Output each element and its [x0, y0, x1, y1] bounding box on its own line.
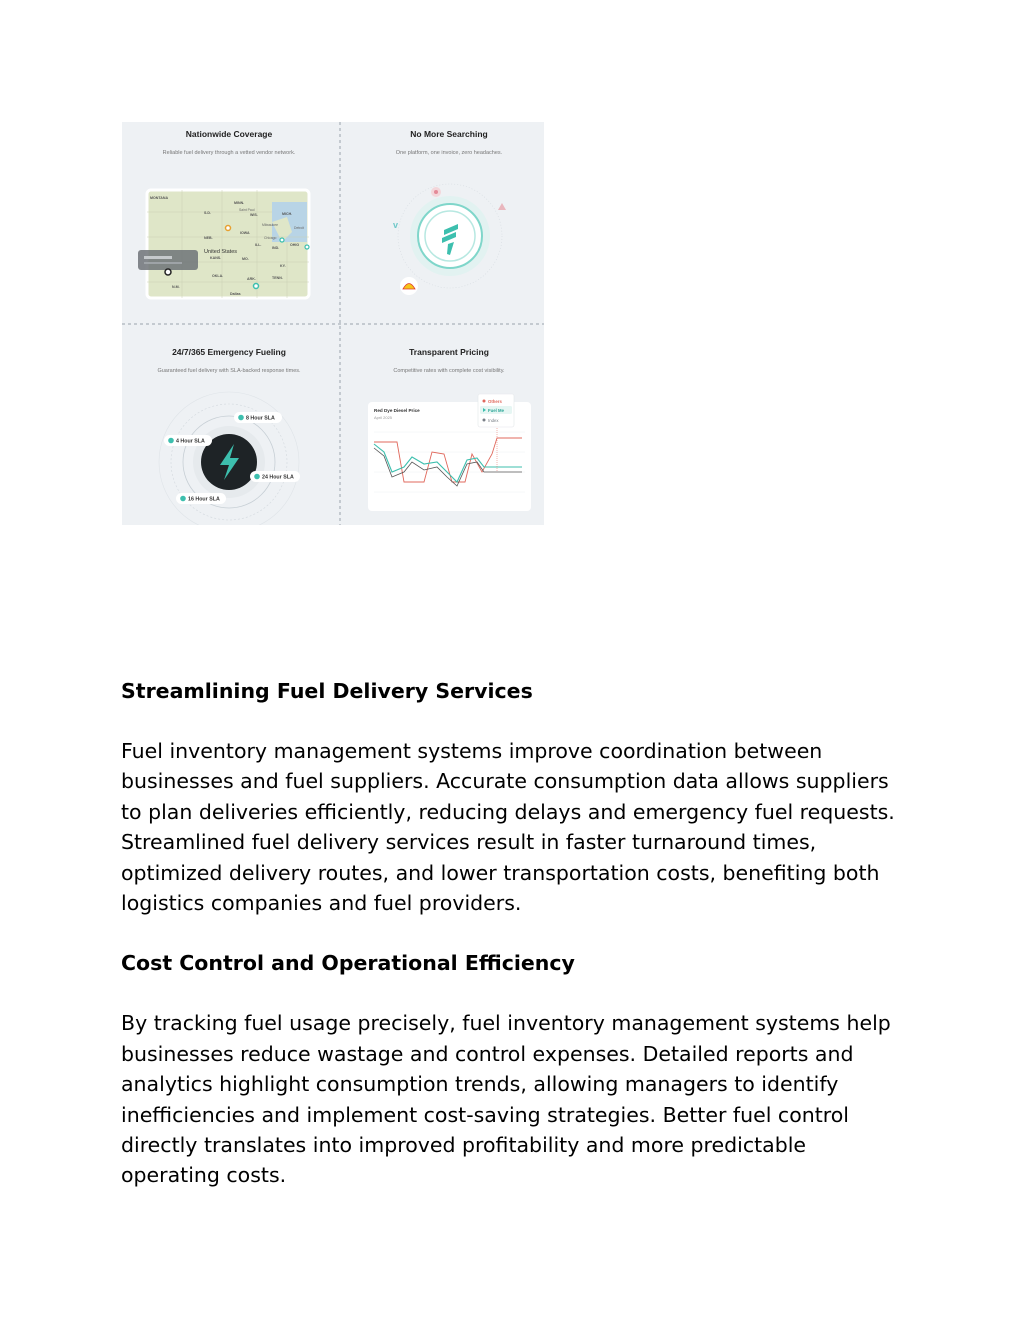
- map-state-label: MONTANA: [150, 196, 169, 200]
- map-city-label: Saint Paul: [239, 208, 255, 212]
- section-body: Fuel inventory management systems improve coordination between businesses and fuel suppliers. Accurate consumption data allows suppliers to plan deliveries efficiently, reducing delays and emergency fuel requests. Streamlined fuel delivery services result in faster turnaround times, optimized delivery routes, and lower transportation costs, benefiting both logistics companies and fuel providers.: [121, 739, 895, 916]
- panel-subtitle: Reliable fuel delivery through a vetted vendor network.: [162, 150, 296, 156]
- section-body: By tracking fuel usage precisely, fuel inventory management systems help businesses reduce wastage and control expenses. Detailed reports and analytics highlight consumption trends, allowing managers to identify inefficiencies and implement cost-saving strategies. Better fuel control directly translates into improved profitability and more predictable operating costs.: [121, 1011, 891, 1188]
- sla-badge: [250, 471, 300, 482]
- infographic-image: [122, 122, 544, 525]
- map-state-label: NEB.: [204, 236, 213, 240]
- section-heading: Cost Control and Operational Efficiency: [121, 951, 575, 976]
- panel-title: Nationwide Coverage: [185, 129, 273, 139]
- svg-text:24 Hour SLA: 24 Hour SLA: [262, 474, 294, 481]
- pricing-chart-title: Red Dye Diesel Price: [374, 408, 420, 413]
- map-state-label: OKLA.: [212, 274, 224, 278]
- map-state-label: IOWA: [240, 231, 250, 235]
- map-state-label: ILL.: [255, 243, 262, 247]
- sla-badge: [234, 412, 282, 423]
- map-state-label: S.D.: [204, 211, 211, 215]
- map-state-label: N.M.: [172, 285, 180, 289]
- brand-icon: v: [393, 220, 399, 230]
- map-state-label: TENN.: [272, 276, 283, 280]
- panel-title: No More Searching: [410, 129, 488, 139]
- panel-title: Transparent Pricing: [409, 347, 489, 357]
- sla-badge: [176, 493, 226, 504]
- brand-icon: [498, 203, 506, 210]
- panel-emergency-fueling: [157, 347, 301, 525]
- map-city-label: Milwaukee: [262, 223, 279, 227]
- panel-no-more-searching: [393, 129, 506, 295]
- panel-nationwide-coverage: [138, 129, 309, 298]
- map-state-label: MO.: [242, 257, 249, 261]
- article-content: [121, 676, 911, 1191]
- panel-subtitle: One platform, one invoice, zero headaches.: [395, 150, 503, 156]
- chart-legend: [478, 394, 514, 427]
- pricing-chart-subtitle: April 2025: [374, 415, 393, 420]
- map-state-label: KANS.: [210, 256, 222, 260]
- map-pin-orange: [226, 226, 231, 231]
- map-state-label: Dallas: [230, 292, 241, 296]
- legend-item-fuel-me: Fuel Me: [488, 408, 504, 413]
- map-state-label: WIS.: [250, 213, 258, 217]
- panel-title: 24/7/365 Emergency Fueling: [172, 347, 286, 357]
- map-pin-teal: [254, 284, 259, 289]
- panel-transparent-pricing: [368, 347, 531, 511]
- svg-text:8 Hour SLA: 8 Hour SLA: [246, 415, 275, 422]
- map-tooltip: [138, 250, 198, 270]
- map-state-label: IND.: [272, 246, 280, 250]
- svg-text:4 Hour SLA: 4 Hour SLA: [176, 438, 205, 445]
- panel-subtitle: Competitive rates with complete cost visibility.: [393, 368, 505, 374]
- map-pin-dark: [165, 269, 171, 275]
- map-state-label: MICH.: [282, 212, 293, 216]
- map-state-label: MINN.: [234, 201, 245, 205]
- map-state-label: ARK.: [247, 277, 256, 281]
- legend-item-others: Others: [488, 399, 502, 404]
- sla-badge: [164, 435, 212, 446]
- svg-text:16 Hour SLA: 16 Hour SLA: [188, 496, 220, 503]
- section-heading: Streamlining Fuel Delivery Services: [121, 679, 533, 703]
- map-city-label: Detroit: [294, 226, 304, 230]
- map-state-label: KY.: [280, 264, 286, 268]
- panel-subtitle: Guaranteed fuel delivery with SLA-backed response times.: [157, 368, 301, 374]
- map-city-label: Chicago: [264, 236, 277, 240]
- legend-item-index: Index: [488, 418, 499, 423]
- map-pin-teal: [280, 238, 284, 242]
- map-state-label: OHIO: [290, 243, 300, 247]
- map-pin-teal: [305, 245, 309, 249]
- map-country-label: United States: [204, 249, 238, 255]
